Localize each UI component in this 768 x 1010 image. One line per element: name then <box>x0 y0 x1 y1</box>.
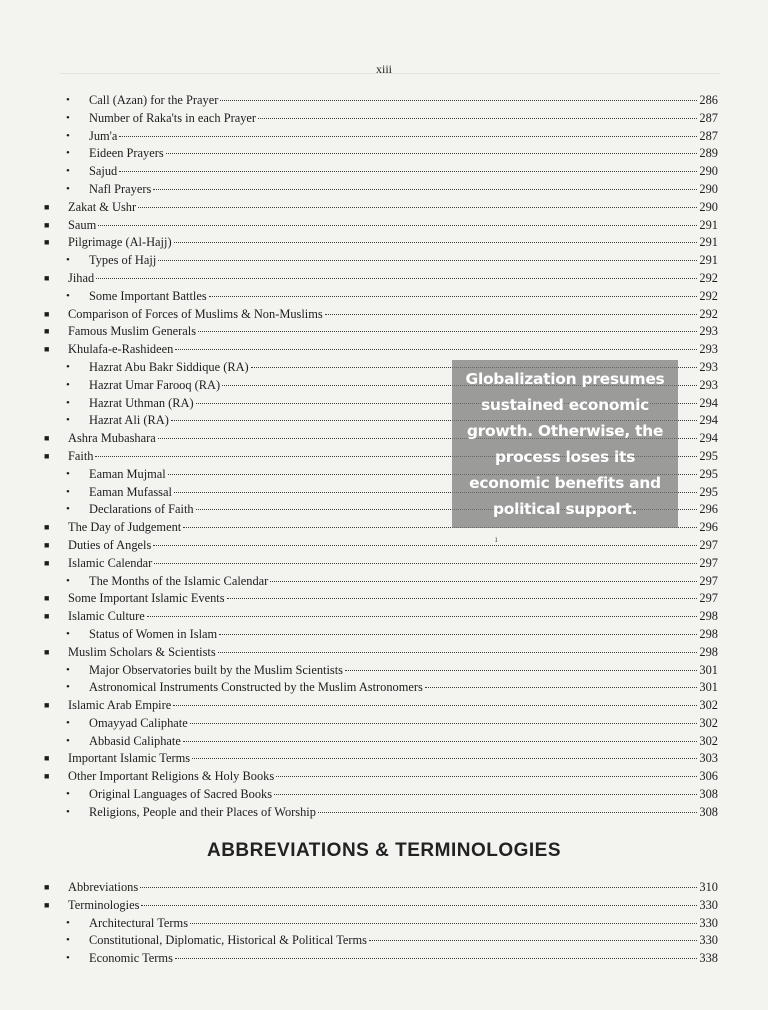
dot-leader <box>147 616 698 617</box>
round-bullet-icon: • <box>66 254 70 267</box>
toc-entry-label: Eaman Mujmal <box>89 466 166 481</box>
toc-entry <box>0 590 768 608</box>
toc-entry <box>0 697 768 715</box>
toc-entry-label: Constitutional, Diplomatic, Historical & Political Terms <box>89 933 368 948</box>
round-bullet-icon: • <box>66 805 70 818</box>
toc-entry-label: Terminologies <box>68 897 140 912</box>
round-bullet-icon: • <box>66 396 70 409</box>
square-bullet-icon: ■ <box>44 450 50 461</box>
toc-entry-page: 293 <box>699 342 718 357</box>
toc-entry <box>0 199 768 217</box>
dot-leader <box>158 260 697 261</box>
toc-entry-label: Status of Women in Islam <box>89 626 218 641</box>
quote-overlay-text: Globalization presumes sustained economic growth. Otherwise, the process loses its economic benefits and political support. <box>465 370 665 518</box>
page-number: xiii <box>375 62 392 76</box>
toc-entry-label: Islamic Culture <box>68 609 145 624</box>
toc-entry-label: Major Observatories built by the Muslim Scientists <box>89 662 343 677</box>
toc-entry-label: Hazrat Uthman (RA) <box>89 395 194 410</box>
toc-entry-label: Islamic Calendar <box>68 555 153 570</box>
toc-entry-label: Khulafa-e-Rashideen <box>68 342 174 357</box>
toc-entry-page: 306 <box>699 769 718 784</box>
toc-entry-page: 292 <box>699 288 718 303</box>
section-title: ABBREVIATIONS & TERMINOLOGIES <box>206 840 562 861</box>
dot-leader <box>345 670 697 671</box>
dot-leader <box>140 887 697 888</box>
dot-leader <box>138 207 697 208</box>
toc-entry-label: Economic Terms <box>89 951 173 966</box>
toc-entry-label: Sajud <box>89 164 118 179</box>
toc-entry-label: Islamic Arab Empire <box>68 698 172 713</box>
round-bullet-icon: • <box>66 94 70 106</box>
square-bullet-icon: ■ <box>44 237 50 248</box>
toc-entry-page: 310 <box>699 880 718 894</box>
round-bullet-icon: • <box>66 627 70 640</box>
toc-entry-label: Important Islamic Terms <box>68 751 191 766</box>
toc-entry-label: Muslim Scholars & Scientists <box>68 644 216 659</box>
square-bullet-icon: ■ <box>44 522 50 533</box>
square-bullet-icon: ■ <box>44 344 50 355</box>
dot-leader <box>270 581 697 582</box>
toc-entry <box>0 217 768 235</box>
round-bullet-icon: • <box>66 574 70 587</box>
toc-entry-label: Astronomical Instruments Constructed by the Muslim Astronomers <box>89 680 423 695</box>
toc-entry-page: 301 <box>699 680 718 695</box>
round-bullet-icon: • <box>66 485 70 498</box>
toc-entry-page: 296 <box>699 520 718 535</box>
round-bullet-icon: • <box>66 663 70 676</box>
toc-entry-label: Types of Hajj <box>89 253 157 268</box>
toc-entry-label: Famous Muslim Generals <box>68 324 197 339</box>
toc-entry-page: 294 <box>699 395 718 410</box>
toc-entry <box>0 145 768 163</box>
toc-entry-page: 294 <box>699 431 718 446</box>
toc-entry-label: Ashra Mubashara <box>68 431 156 446</box>
toc-entry-label: Abbasid Caliphate <box>89 733 181 748</box>
square-bullet-icon: ■ <box>44 899 50 910</box>
toc-entry <box>0 163 768 181</box>
toc-entry-label: Other Important Religions & Holy Books <box>68 769 275 784</box>
toc-entry <box>0 341 768 359</box>
toc-entry-label: Architectural Terms <box>89 915 189 930</box>
dot-leader <box>425 687 698 688</box>
toc-entry-page: 291 <box>699 217 718 232</box>
round-bullet-icon: • <box>66 467 70 480</box>
toc-entry <box>0 181 768 199</box>
toc-entry <box>0 879 768 897</box>
round-bullet-icon: • <box>66 916 70 929</box>
toc-entry-page: 290 <box>699 164 718 179</box>
round-bullet-icon: • <box>66 414 70 427</box>
square-bullet-icon: ■ <box>44 753 50 764</box>
dot-leader <box>183 741 698 742</box>
toc-entry-label: Faith <box>68 448 94 463</box>
dot-leader <box>153 545 697 546</box>
toc-entry <box>0 128 768 146</box>
toc-entry-page: 287 <box>699 110 718 125</box>
toc-entry-page: 295 <box>699 466 718 481</box>
toc-entry <box>0 608 768 626</box>
toc-entry-page: 330 <box>699 897 718 912</box>
round-bullet-icon: • <box>66 952 70 965</box>
toc-entry-page: 298 <box>699 609 718 624</box>
toc-entry <box>0 234 768 252</box>
dot-leader <box>220 100 697 101</box>
toc-entry <box>0 288 768 306</box>
toc-entry-page: 338 <box>699 951 718 966</box>
toc-entry-page: 293 <box>699 324 718 339</box>
toc-entry <box>0 555 768 573</box>
toc-entry <box>0 323 768 341</box>
toc-entry-page: 289 <box>699 146 718 161</box>
dot-leader <box>141 905 697 906</box>
toc-entry-label: Omayyad Caliphate <box>89 715 188 730</box>
toc-entry-page: 302 <box>699 733 718 748</box>
toc-entry <box>0 306 768 324</box>
round-bullet-icon: • <box>66 734 70 747</box>
toc-entry-page: 295 <box>699 448 718 463</box>
square-bullet-icon: ■ <box>44 771 50 782</box>
toc-entry-page: 291 <box>699 253 718 268</box>
dot-leader <box>98 225 697 226</box>
round-bullet-icon: • <box>66 716 70 729</box>
dot-leader <box>153 189 697 190</box>
toc-entry-label: Nafl Prayers <box>89 181 152 196</box>
dot-leader <box>119 171 697 172</box>
toc-entry-page: 287 <box>699 128 718 143</box>
dot-leader <box>190 923 697 924</box>
toc-entry-label: Religions, People and their Places of Worship <box>89 804 316 819</box>
round-bullet-icon: • <box>66 360 70 373</box>
toc-entry-label: Hazrat Abu Bakr Siddique (RA) <box>89 359 249 374</box>
toc-entry <box>0 804 768 822</box>
dot-leader <box>173 705 697 706</box>
toc-entry-page: 308 <box>699 787 718 802</box>
toc-entry <box>0 715 768 733</box>
toc-entry-label: Abbreviations <box>68 880 139 894</box>
round-bullet-icon: • <box>66 503 70 516</box>
toc-entry-page: 295 <box>699 484 718 499</box>
table-of-contents-abbreviations <box>0 879 768 968</box>
toc-entry <box>0 537 768 555</box>
toc-entry <box>0 644 768 662</box>
toc-entry-label: Hazrat Umar Farooq (RA) <box>89 377 221 392</box>
toc-entry-label: Saum <box>68 217 97 232</box>
toc-entry-label: The Months of the Islamic Calendar <box>89 573 269 588</box>
round-bullet-icon: • <box>66 289 70 302</box>
square-bullet-icon: ■ <box>44 219 50 230</box>
quote-overlay <box>452 360 678 528</box>
toc-entry-page: 302 <box>699 715 718 730</box>
square-bullet-icon: ■ <box>44 646 50 657</box>
toc-entry-page: 294 <box>699 413 718 428</box>
dot-leader <box>198 331 697 332</box>
toc-entry <box>0 733 768 751</box>
toc-entry-label: Jihad <box>68 270 95 285</box>
dot-leader <box>192 758 697 759</box>
toc-entry-label: Some Important Islamic Events <box>68 591 225 606</box>
toc-entry-label: Comparison of Forces of Muslims & Non-Muslims <box>68 306 323 321</box>
toc-entry-page: 297 <box>699 555 718 570</box>
dot-leader <box>209 296 698 297</box>
round-bullet-icon: • <box>66 934 70 947</box>
dot-leader <box>175 349 697 350</box>
toc-entry-page: 292 <box>699 270 718 285</box>
toc-entry-page: 293 <box>699 377 718 392</box>
dot-leader <box>96 278 697 279</box>
toc-entry-page: 286 <box>699 93 718 107</box>
toc-entry-page: 290 <box>699 199 718 214</box>
dot-leader <box>219 634 697 635</box>
toc-entry-label: Jum'a <box>89 128 118 143</box>
dot-leader <box>325 314 698 315</box>
toc-entry-label: Eideen Prayers <box>89 146 164 161</box>
toc-entry-page: 297 <box>699 537 718 552</box>
stray-mark: ı <box>495 534 498 544</box>
dot-leader <box>258 118 697 119</box>
dot-leader <box>274 794 697 795</box>
toc-entry <box>0 897 768 915</box>
toc-entry-page: 330 <box>699 915 718 930</box>
toc-entry-label: Duties of Angels <box>68 537 152 552</box>
toc-entry-page: 330 <box>699 933 718 948</box>
toc-entry-page: 297 <box>699 591 718 606</box>
toc-entry-page: 298 <box>699 626 718 641</box>
toc-entry <box>0 679 768 697</box>
toc-entry <box>0 110 768 128</box>
toc-entry-page: 290 <box>699 181 718 196</box>
toc-entry-label: Zakat & Ushr <box>68 199 137 214</box>
toc-entry <box>0 786 768 804</box>
square-bullet-icon: ■ <box>44 433 50 444</box>
toc-entry-page: 303 <box>699 751 718 766</box>
round-bullet-icon: • <box>66 165 70 178</box>
dot-leader <box>218 652 698 653</box>
toc-entry <box>0 932 768 950</box>
dot-leader <box>166 153 698 154</box>
square-bullet-icon: ■ <box>44 272 50 283</box>
toc-entry-page: 301 <box>699 662 718 677</box>
toc-entry <box>0 573 768 591</box>
toc-entry-page: 302 <box>699 698 718 713</box>
toc-entry-label: Pilgrimage (Al-Hajj) <box>68 235 172 250</box>
toc-entry <box>0 626 768 644</box>
toc-entry-label: Hazrat Ali (RA) <box>89 413 169 428</box>
toc-entry-label: Declarations of Faith <box>89 502 194 517</box>
toc-entry-label: Eaman Mufassal <box>89 484 172 499</box>
toc-entry <box>0 768 768 786</box>
toc-entry <box>0 92 768 110</box>
round-bullet-icon: • <box>66 111 70 124</box>
square-bullet-icon: ■ <box>44 700 50 711</box>
square-bullet-icon: ■ <box>44 201 50 212</box>
dot-leader <box>227 598 698 599</box>
toc-entry-label: Original Languages of Sacred Books <box>89 787 273 802</box>
round-bullet-icon: • <box>66 147 70 160</box>
dot-leader <box>119 136 697 137</box>
round-bullet-icon: • <box>66 788 70 801</box>
toc-entry-label: Number of Raka'ts in each Prayer <box>89 110 257 125</box>
toc-entry-page: 297 <box>699 573 718 588</box>
toc-entry-label: The Day of Judgement <box>68 520 182 535</box>
round-bullet-icon: • <box>66 378 70 391</box>
dot-leader <box>174 242 698 243</box>
round-bullet-icon: • <box>66 182 70 195</box>
toc-entry <box>0 662 768 680</box>
toc-entry <box>0 915 768 933</box>
toc-entry <box>0 252 768 270</box>
toc-entry-label: Call (Azan) for the Prayer <box>89 93 219 107</box>
square-bullet-icon: ■ <box>44 308 50 319</box>
toc-entry <box>0 750 768 768</box>
square-bullet-icon: ■ <box>44 882 50 892</box>
toc-entry <box>0 270 768 288</box>
square-bullet-icon: ■ <box>44 557 50 568</box>
toc-entry-page: 291 <box>699 235 718 250</box>
square-bullet-icon: ■ <box>44 611 50 622</box>
square-bullet-icon: ■ <box>44 593 50 604</box>
square-bullet-icon: ■ <box>44 539 50 550</box>
dot-leader <box>276 776 697 777</box>
dot-leader <box>175 958 698 959</box>
toc-entry-page: 296 <box>699 502 718 517</box>
toc-entry-page: 292 <box>699 306 718 321</box>
round-bullet-icon: • <box>66 129 70 142</box>
square-bullet-icon: ■ <box>44 326 50 337</box>
toc-entry-page: 293 <box>699 359 718 374</box>
toc-entry-label: Some Important Battles <box>89 288 207 303</box>
dot-leader <box>318 812 697 813</box>
toc-entry-page: 308 <box>699 804 718 819</box>
toc-entry <box>0 950 768 968</box>
dot-leader <box>154 563 697 564</box>
round-bullet-icon: • <box>66 681 70 694</box>
toc-entry-page: 298 <box>699 644 718 659</box>
dot-leader <box>369 940 697 941</box>
dot-leader <box>190 723 698 724</box>
